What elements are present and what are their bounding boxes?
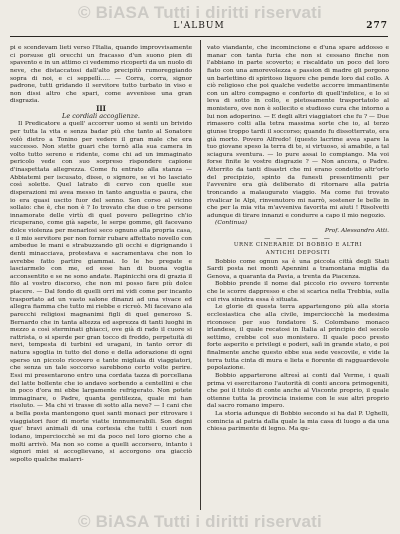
- journal-title: L'ALBUM: [173, 21, 225, 31]
- column-divider: [200, 40, 201, 510]
- body-paragraph: Bobbio apparterone altresì ai conti dal Verme, i quali prima vi esercitarono l'autorità di conti ancora primogeniti, che poi il titolo di conte anche al Visconte proprio, il quale ottenne tutta la provincia insieme con le sue altri proprio dal sacro romano impero.: [207, 371, 389, 410]
- page-number: 277: [366, 21, 388, 31]
- section-divider-ornament: — — — — — —: [264, 234, 332, 242]
- watermark-bottom: © BiASA Tutti i diritti riservati: [78, 512, 322, 531]
- body-paragraph: Le glorie di questa terra appartengono più alla storia ecclesiastica che alla civile, imperciocchè la medesima riconosce per suo fondatore S. Colombano monaco irlandese, il quale recatosi in Italia al principio del secolo settimo, crebbe col suo monistero. Il quale poco presto forte asperito e privilegi e poderi, salì in grande stato, e poi finalmente anche questo ebbe sua sede vescovile, e vide la terra tutta cinta di mura e lieta e fiorente di ragguardevole popolazione.: [207, 303, 389, 372]
- article-title: URNE CINERARIE DI BOBBIO E ALTRI: [233, 242, 363, 249]
- body-paragraph: vato viandante, che incomincione e d'una spare addosso e manar con tanta furia che non si cessano finche non l'abbiano in parte scoverto; e riscaldato un poco del loro fiato con una amorevolezza e passion di madre gli porgono un barlettino di spiritoso liquore che pende loro dal collo. A ciò religioso che poi qualche vedette accorre immantinente con un altro compagno e conforto di quell'infelice, e lo si leva di sotto in collo, e pietosamente trasportatolo al monistero, ove non è sollecito e studioso cura che intorno a lui non adoperino. — E degli altri viaggiatori che fu ? — Due rimasero colti alla tetra massima sorte che io, al terzo giunse troppo tardi il soccorso; quando fu dissotterrato, era già morto. Povero Alfredo! (questo lacrime avea spare la tuo giovane speso la terra di te, si virtuoso, sì amabile, a tal sciagura sventura. — lo pure assai lo compiango. Ma voi forse finite le vostre disgrazie ? — Non ancora, o Padre. Atterrito da tanti disastri che mi erano condotto altr'orlo del precipizio, spinto da funesti presentimenti per l'avvenire era già deliberato di ritornare alla patria troncando a malaugurato viaggio. Ma come fui trovato rivalicar le Alpi, rinvenutoro mi narrò, sostener le belle in che per la mia vita m'avveniva favorita mi aiuti ! Risolvetti adunque di tirare innanzi e condurre a capo il mio negozio.: [207, 44, 389, 219]
- header-rule: [10, 36, 388, 37]
- section-number: III: [96, 104, 106, 113]
- author-signature: Prof. Alessandro Atti.: [324, 227, 389, 234]
- right-column: [207, 44, 389, 510]
- body-paragraph: Bobbio come ognun sa è una piccola città degli Stati Sardi posta nei monti Apennini a tramontana miglia da Genova, a quaranta da Pavia, a trenta da Piacenza.: [207, 257, 389, 280]
- left-column: [10, 44, 192, 510]
- body-paragraph: Il Predicatore a quell' accorrer uomo si senti un brivido per tutta la vita e senza badar più che tanto al Sonatore volò dietro a Tonino per vedere il gran male che era successo. Non stette guari che tornò alla sua camera in volto tutto sereno e ridente, come chi ad un immaginato pericolo vede con suo sorpreso rispondere capione d'inaspettata allegrezza. Come fu entrato alla stanza — Abbiatemi per iscusato, disse, o signore, se vi ho lasciato così solette. Quel latrato di cervo con quelle sue disperazioni mi avea messo in tanto angustia e paura, che io era quasi uscito fuor del senno. Son corso al vicino sollaio: che è, che non è ? Io trovato che due o tre persone innamorate delle virtù di quel povero pellegrino ch'io ricuperano, come già sapete, le serpe gomme, gli facevano dolce violenza per menarlosi seco ognuno alla propria casa, e il mio servitore per non fornir rubare affettato novello con ambedue le mani e strabuzzando gli occhi e digrignando i denti minacciava, protestava e sacramentava che non lo avrebbe fatto partire giammai. Io le ho pregate e lasciarmelo con me, ed esse han di buona voglia acconsentito e se ne sono andate. Rapinicchi ora di grazia il filo al vostro discorso, che non mi posso fare più dolce piacere. — Dal fondo di quelli orri mi vidi come per incanto trasportato ad un vasto salone dinanzi ad una vivace ed allegra fiamma che tutto mi riebbe e ricreò. Mi facevano ala parecchi religiosi magnanimi figli di quel generoso S. Bernardo che in tanta altezza ed asprezza di tanti luoghi in mezzo a così sterminati ghiacci, ove già di rado il cuore si rattrista, o si sperde per gran tocco di freddo, perpetuità di nevi, tempesta di turbini ed uragani, in tanto orror di natura sgoglia in tutto del dono e della adorazione di ogni sperso un piccolo ricovero e tante migliaia di viaggiatori, che senza un tale soccorso sarebbono certo volte perire. Essi mi presentarono entro una cordata tazza di porcellana del latte bollente che io andavo sorbendo a centellini e che in poco d'ora mi ebbe largamente refrigerato. Non potete immaginare, o Padre, quanta gentilezza, quale mi han risoluto. — Ma chi vi trasse di sotto alla neve? — I cani che a bella posta mantengono quei santi monaci per ritrovare i viaggiatori fuor di morte viatte innnumerabili. Son degni que' bravi animali di una cortesia che tutti i cuori non lodano, imperciocchè se mi da poco nel loro giorno che a molti arrivò. Ma non so come a quelli accorsero, intanto i signori miei si accoglievano, si accorgono ora giacciò sepolto qualche malarri-: [10, 120, 192, 463]
- body-paragraph: La storia adunque di Bobbio secondo si ha dal P. Ughelli, comincia al patria dalla quale la mia casa di luogo a da una chiesa parimente di legno. Ma qu-: [207, 410, 389, 433]
- watermark-top: © BiASA Tutti i diritti riservati: [78, 3, 322, 22]
- running-header: [10, 21, 388, 35]
- body-paragraph: Bobbio prende il nome dal piccolo rio ovvero torrente che le scorre dappresso e che si scarica nella Trebbia, sulla cui riva sinistra essa è situata.: [207, 280, 389, 303]
- intro-paragraph: pi e scendevam lieti verso l'Italia, quando improvvisamente ci porsuse gli orecchi un fracasso d'un suono pien di spavento e in un attimo ci vedemmo ricoperti da un nuolo di neve, che distaccatosi dall'alto precipitò rumoreggiando sopra di noi, e ci seppellì..... — Corra, corra, signor padrone, tutti gridando il servitore tutto turbato in viso e non dissi altro che spari, come avvenisse una gran disgrazia.: [10, 44, 192, 105]
- continua-note: (Continua): [215, 219, 248, 227]
- article-subtitle: ANTICHI DEPOSITI: [265, 249, 331, 256]
- section-title: Le cordiali accoglienze.: [62, 111, 140, 120]
